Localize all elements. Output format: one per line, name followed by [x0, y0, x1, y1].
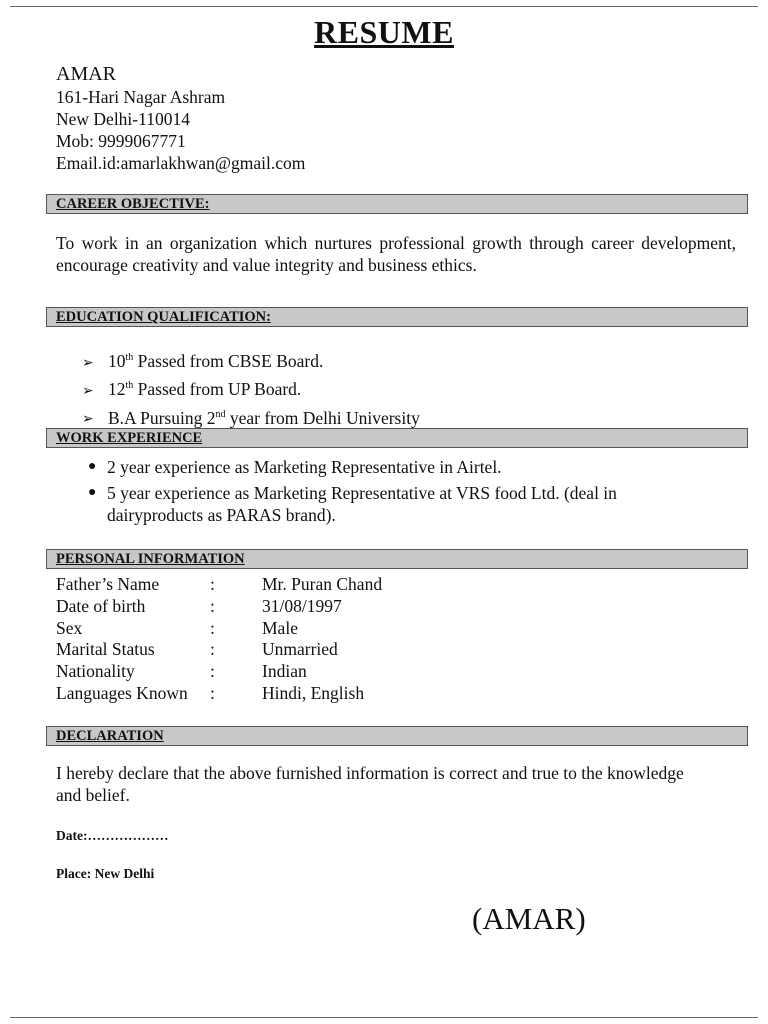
career-objective-text: To work in an organization which nurtures professional growth through career development, encourage creativity and value integrity and business ethics. [56, 233, 736, 275]
info-label: Sex [56, 617, 83, 638]
top-rule [10, 6, 758, 7]
date-line: Date:……………… [56, 828, 169, 843]
address-line-2: New Delhi-110014 [56, 109, 190, 129]
mobile-number: Mob: 9999067771 [56, 131, 186, 151]
declaration-text: I hereby declare that the above furnished information is correct and true to the knowledge and belief. [56, 763, 684, 805]
info-label: Languages Known [56, 682, 188, 703]
section-career-objective [46, 194, 748, 214]
education-list [82, 347, 420, 432]
page-title: RESUME [314, 14, 454, 50]
list-item: ● 5 year experience as Marketing Representative at VRS food Ltd. (deal in dairyproducts as PARAS brand). [88, 483, 617, 525]
section-heading: DECLARATION [56, 728, 164, 744]
section-heading: CAREER OBJECTIVE: [56, 196, 210, 212]
section-heading: EDUCATION QUALIFICATION: [56, 309, 271, 325]
info-value: Unmarried [262, 639, 338, 660]
info-colon: : [210, 574, 215, 594]
info-value: Male [262, 617, 298, 638]
info-value: Hindi, English [262, 682, 365, 703]
contact-block [56, 62, 305, 174]
arrow-bullet-icon: ➢ [82, 384, 94, 400]
email-address: Email.id:amarlakhwan@gmail.com [56, 153, 306, 173]
section-declaration [46, 726, 748, 746]
bullet-icon: ● [88, 459, 97, 474]
info-value: Mr. Puran Chand [262, 574, 383, 594]
info-colon: : [210, 682, 215, 703]
signature-name: (AMAR) [472, 901, 586, 936]
bottom-rule [10, 1017, 758, 1018]
candidate-name: AMAR [56, 63, 117, 85]
section-heading: PERSONAL INFORMATION [56, 551, 245, 567]
info-colon: : [210, 595, 215, 616]
info-value: 31/08/1997 [262, 595, 342, 616]
list-item: ➢ B.A Pursuing 2nd year from Delhi University [82, 404, 420, 432]
section-personal-information [46, 549, 748, 569]
info-colon: : [210, 661, 215, 682]
work-experience-list [88, 456, 708, 530]
arrow-bullet-icon: ➢ [82, 355, 94, 371]
list-item: ● 2 year experience as Marketing Representative in Airtel. [88, 457, 502, 477]
bullet-icon: ● [88, 485, 97, 500]
list-item: ➢ 10th Passed from CBSE Board. [82, 347, 420, 375]
section-work-experience [46, 428, 748, 448]
section-heading: WORK EXPERIENCE [56, 430, 203, 446]
info-colon: : [210, 639, 215, 660]
arrow-bullet-icon: ➢ [82, 412, 94, 428]
info-label: Father’s Name [56, 574, 160, 594]
info-colon: : [210, 617, 215, 638]
info-label: Nationality [56, 661, 135, 682]
list-item: ➢ 12th Passed from UP Board. [82, 375, 420, 403]
place-line: Place: New Delhi [56, 866, 155, 881]
info-label: Marital Status [56, 639, 155, 660]
address-line-1: 161-Hari Nagar Ashram [56, 87, 226, 107]
info-value: Indian [262, 661, 307, 682]
info-label: Date of birth [56, 595, 146, 616]
section-education [46, 307, 748, 327]
